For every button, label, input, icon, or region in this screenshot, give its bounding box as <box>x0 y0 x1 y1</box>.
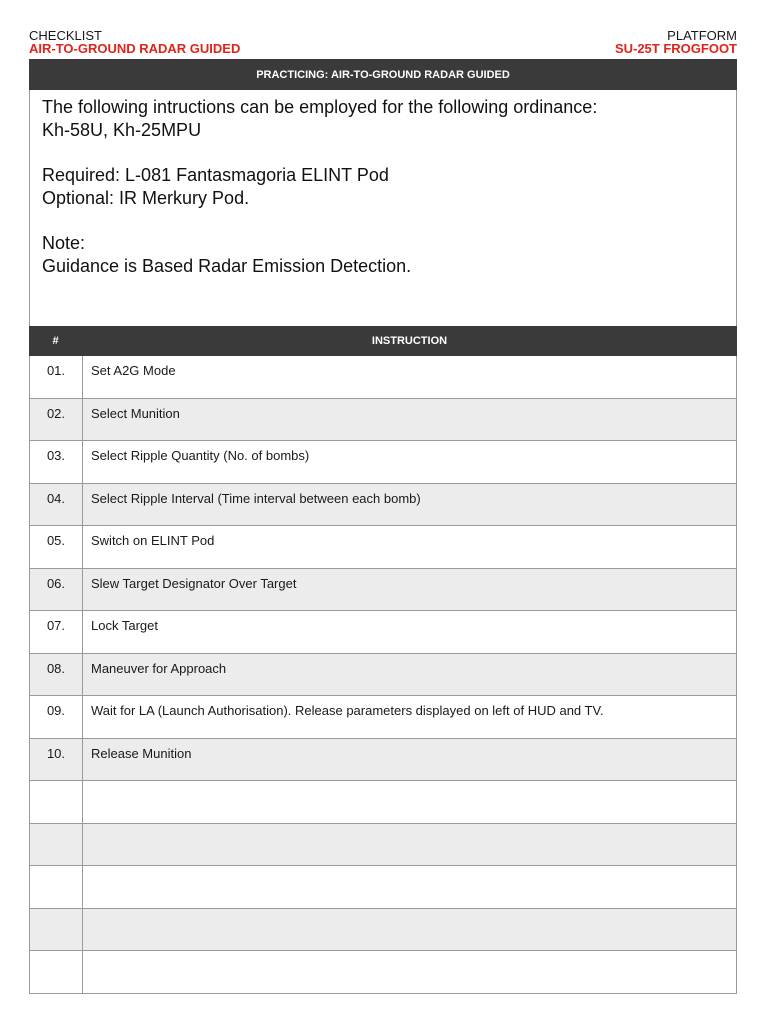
table-row <box>30 866 736 909</box>
row-instruction: Slew Target Designator Over Target <box>91 575 297 591</box>
intro-line-ordinance: The following intructions can be employed for the following ordinance: <box>42 97 598 117</box>
intro-line-required: Required: L-081 Fantasmagoria ELINT Pod <box>42 165 389 185</box>
row-number <box>30 824 83 866</box>
section-title-bar <box>29 59 737 90</box>
row-instruction: Select Ripple Quantity (No. of bombs) <box>91 448 310 463</box>
row-instruction: Switch on ELINT Pod <box>91 533 215 548</box>
row-number: 03. <box>30 441 83 483</box>
row-number: 09. <box>30 696 83 738</box>
row-number: 05. <box>30 526 83 568</box>
row-number: 04. <box>30 484 83 526</box>
column-header-number: # <box>52 335 59 347</box>
table-row <box>30 909 736 952</box>
row-number <box>30 951 83 993</box>
instruction-table <box>29 356 737 994</box>
row-instruction: Select Ripple Interval (Time interval between each bomb) <box>91 490 421 506</box>
table-row <box>30 739 736 782</box>
row-number <box>30 866 83 908</box>
table-row <box>30 654 736 697</box>
table-row <box>30 951 736 994</box>
table-row <box>30 484 736 527</box>
table-row <box>30 526 736 569</box>
row-number: 02. <box>30 399 83 441</box>
checklist-type: AIR-TO-GROUND RADAR GUIDED <box>29 41 241 56</box>
table-row <box>30 696 736 739</box>
row-instruction <box>83 951 736 993</box>
row-number: 01. <box>30 356 83 398</box>
table-row <box>30 399 736 442</box>
row-number <box>30 781 83 823</box>
table-row <box>30 781 736 824</box>
row-instruction <box>83 781 736 823</box>
header-bottom-row <box>29 42 737 56</box>
column-header-instruction: INSTRUCTION <box>371 335 448 347</box>
table-row <box>30 356 736 399</box>
table-row <box>30 824 736 867</box>
table-row <box>30 569 736 612</box>
row-instruction: Wait for LA (Launch Authorisation). Release parameters displayed on left of HUD and TV. <box>91 703 604 718</box>
row-instruction: Lock Target <box>91 618 158 633</box>
row-instruction <box>83 866 736 908</box>
intro-box <box>29 90 737 326</box>
row-number: 06. <box>30 569 83 611</box>
intro-line-note-label: Note: <box>42 233 86 253</box>
row-number: 10. <box>30 739 83 781</box>
row-number: 08. <box>30 654 83 696</box>
row-instruction: Maneuver for Approach <box>91 660 227 676</box>
intro-line-note-text: Guidance is Based Radar Emission Detection. <box>42 256 412 276</box>
row-instruction: Set A2G Mode <box>91 363 176 378</box>
table-row <box>30 441 736 484</box>
row-instruction <box>83 909 736 951</box>
section-title: PRACTICING: AIR-TO-GROUND RADAR GUIDED <box>256 68 510 81</box>
row-instruction <box>83 824 736 866</box>
checklist-label: CHECKLIST <box>29 28 102 43</box>
intro-line-weapons: Kh-58U, Kh-25MPU <box>42 120 202 140</box>
intro-line-optional: Optional: IR Merkury Pod. <box>42 188 250 208</box>
row-number <box>30 909 83 951</box>
row-number: 07. <box>30 611 83 653</box>
row-instruction: Select Munition <box>91 405 180 421</box>
table-row <box>30 611 736 654</box>
table-header <box>29 326 737 356</box>
platform-label: PLATFORM <box>667 28 737 43</box>
row-instruction: Release Munition <box>91 745 192 761</box>
platform-name: SU-25T FROGFOOT <box>614 41 737 56</box>
